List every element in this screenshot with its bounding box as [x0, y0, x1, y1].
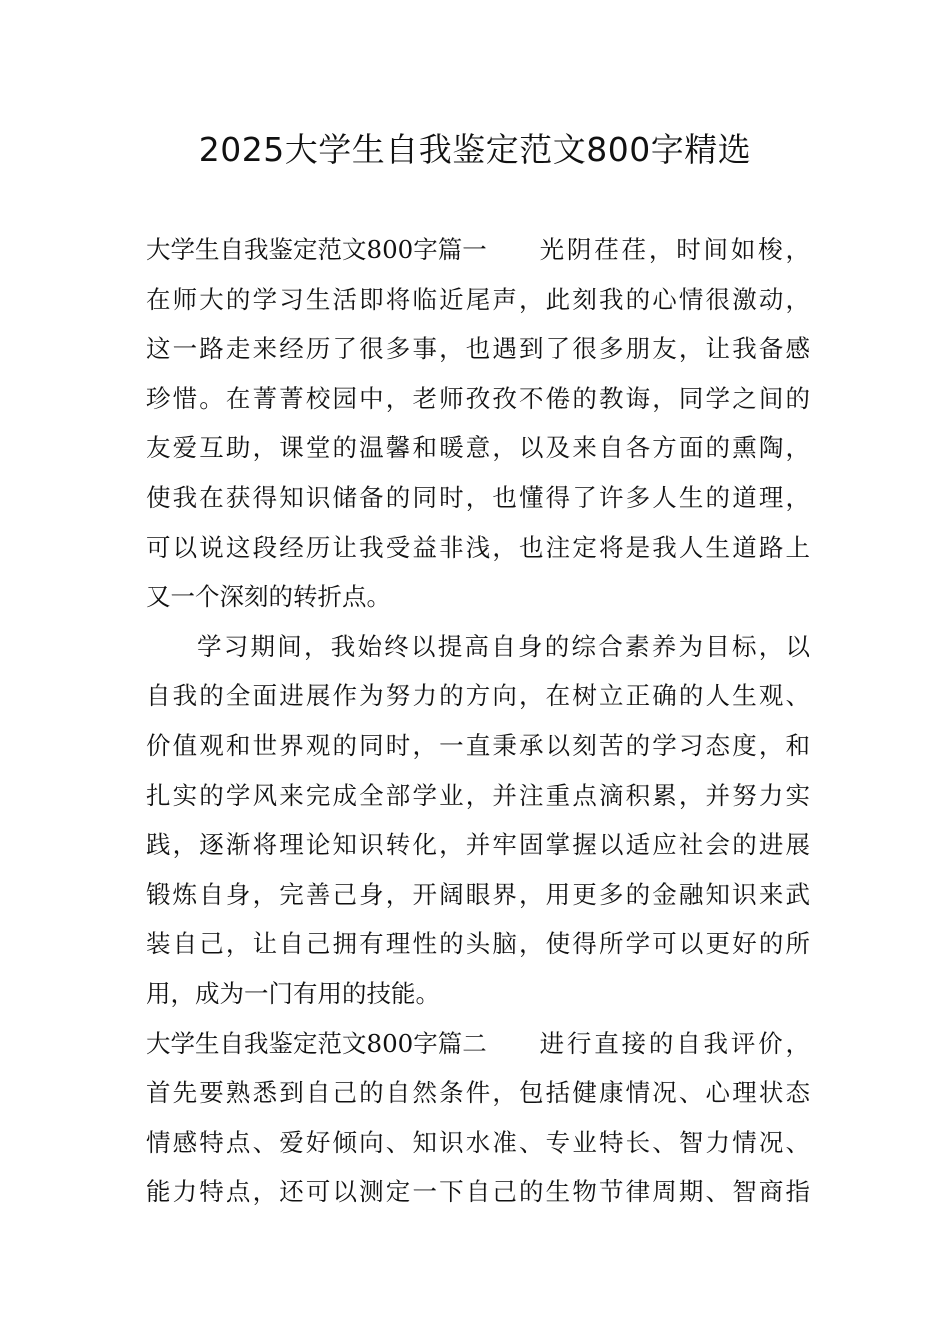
text-line: 学习期间，我始终以提高自身的综合素养为目标，以: [197, 631, 810, 661]
text-line: 价值观和世界观的同时，一直秉承以刻苦的学习态度，和: [146, 730, 810, 760]
line-text: 光阴荏荏，时间如梭，: [536, 235, 810, 264]
text-line: [146, 225, 810, 275]
document-title: 2025大学生自我鉴定范文800字精选: [198, 130, 752, 169]
text-line: [146, 1019, 810, 1069]
text-line: 能力特点，还可以测定一下自己的生物节律周期、智商指: [146, 1177, 810, 1207]
text-line: 珍惜。在菁菁校园中，老师孜孜不倦的教诲，同学之间的: [146, 383, 810, 413]
text-line: 在师大的学习生活即将临近尾声，此刻我的心情很激动，: [146, 284, 810, 314]
text-line: 这一路走来经历了很多事，也遇到了很多朋友，让我备感: [146, 334, 810, 364]
text-line: 使我在获得知识储备的同时，也懂得了许多人生的道理，: [146, 482, 810, 512]
text-line: 又一个深刻的转折点。: [146, 582, 391, 612]
text-line: 可以说这段经历让我受益非浅，也注定将是我人生道路上: [146, 532, 810, 562]
text-line: 践，逐渐将理论知识转化，并牢固掌握以适应社会的进展: [146, 830, 810, 860]
section-heading: 大学生自我鉴定范文800字篇一: [146, 235, 487, 264]
text-line: 首先要熟悉到自己的自然条件，包括健康情况、心理状态: [146, 1078, 810, 1108]
text-line: 装自己，让自己拥有理性的头脑，使得所学可以更好的所: [146, 929, 810, 959]
document-body: [146, 225, 810, 1217]
text-line: 自我的全面进展作为努力的方向，在树立正确的人生观、: [146, 681, 810, 711]
text-line: 扎实的学风来完成全部学业，并注重点滴积累，并努力实: [146, 780, 810, 810]
section-heading: 大学生自我鉴定范文800字篇二: [146, 1028, 487, 1058]
text-line: 用，成为一门有用的技能。: [146, 978, 440, 1008]
text-line: 情感特点、爱好倾向、知识水准、专业特长、智力情况、: [146, 1127, 810, 1157]
text-line: 锻炼自身，完善己身，开阔眼界，用更多的金融知识来武: [146, 879, 810, 909]
text-line: 友爱互助，课堂的温馨和暖意，以及来自各方面的熏陶，: [146, 433, 810, 463]
line-text: 进行直接的自我评价，: [536, 1028, 810, 1058]
